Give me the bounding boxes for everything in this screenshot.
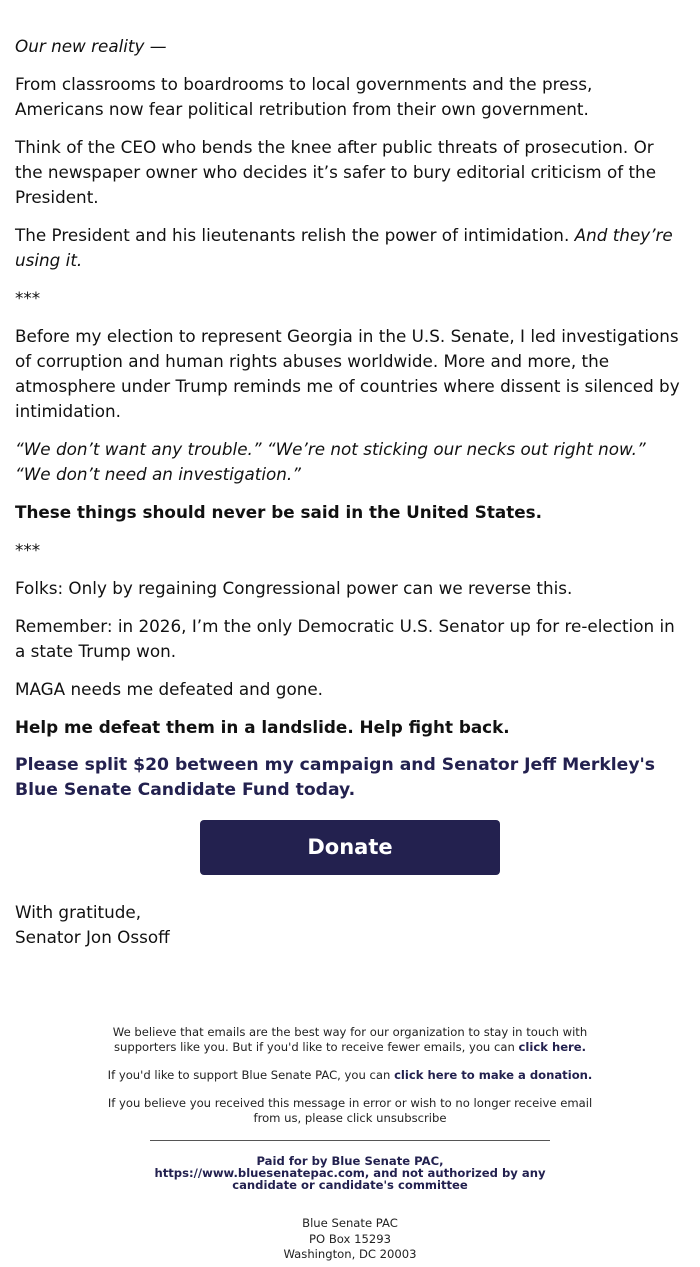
email-footer bbox=[0, 1025, 700, 1263]
make-donation-link[interactable]: click here to make a donation. bbox=[394, 1068, 593, 1082]
paragraph-ceo: Think of the CEO who bends the knee after public threats of prosecution. Or the newspaper owner who decides it’s safer to bury editorial criticism of the President. bbox=[15, 137, 657, 207]
paragraph-help: Help me defeat them in a landslide. Help fight back. bbox=[15, 717, 510, 737]
opening-line: Our new reality — bbox=[15, 36, 167, 56]
paid-for-disclaimer: Paid for by Blue Senate PAC, https://www.bluesenatepac.com, and not authorized by any candidate or candidate's committee bbox=[154, 1154, 546, 1192]
separator: *** bbox=[15, 540, 41, 560]
intimidation-italic: And they’re using it. bbox=[15, 225, 673, 270]
footer-divider bbox=[150, 1140, 550, 1141]
mailing-address bbox=[0, 1216, 700, 1263]
signoff bbox=[15, 900, 685, 950]
signoff-gratitude: With gratitude, bbox=[15, 902, 142, 922]
paragraph-investigations: Before my election to represent Georgia in the U.S. Senate, I led investigations of corruption and human rights abuses worldwide. More and more, the atmosphere under Trump reminds me of countries where dissent is silenced by intimidation. bbox=[15, 326, 680, 421]
paragraph-maga: MAGA needs me defeated and gone. bbox=[15, 679, 324, 699]
address-org: Blue Senate PAC bbox=[302, 1216, 398, 1230]
address-po-box: PO Box 15293 bbox=[309, 1231, 391, 1246]
paragraph-remember: Remember: in 2026, I’m the only Democratic U.S. Senator up for re-election in a state Trump won. bbox=[15, 616, 675, 661]
paragraph-quotes: “We don’t want any trouble.” “We’re not sticking our necks out right now.” “We don’t need an investigation.” bbox=[15, 439, 646, 484]
signoff-name: Senator Jon Ossoff bbox=[15, 927, 170, 947]
address-city: Washington, DC 20003 bbox=[283, 1247, 417, 1261]
footer-emails-note: We believe that emails are the best way for our organization to stay in touch with supporters like you. But if you'd like to receive fewer emails, you can click here. bbox=[112, 1025, 588, 1054]
donate-button-container bbox=[15, 820, 685, 875]
paragraph-intimidation: The President and his lieutenants relish the power of intimidation. And they’re using it. bbox=[15, 225, 673, 270]
footer-support-note: If you'd like to support Blue Senate PAC, you can click here to make a donation. bbox=[107, 1068, 593, 1082]
paragraph-retribution: From classrooms to boardrooms to local governments and the press, Americans now fear political retribution from their own government. bbox=[15, 74, 593, 119]
paragraph-never-said: These things should never be said in the United States. bbox=[15, 502, 542, 522]
paragraph-folks: Folks: Only by regaining Congressional power can we reverse this. bbox=[15, 578, 573, 598]
donate-button[interactable]: Donate bbox=[200, 820, 500, 875]
fewer-emails-link[interactable]: click here. bbox=[518, 1040, 587, 1054]
separator: *** bbox=[15, 288, 41, 308]
donation-ask[interactable]: Please split $20 between my campaign and Senator Jeff Merkley's Blue Senate Candidate Fund today. bbox=[15, 755, 656, 800]
footer-unsubscribe-note[interactable]: If you believe you received this message in error or wish to no longer receive email from us, please click unsubscribe bbox=[107, 1096, 593, 1125]
